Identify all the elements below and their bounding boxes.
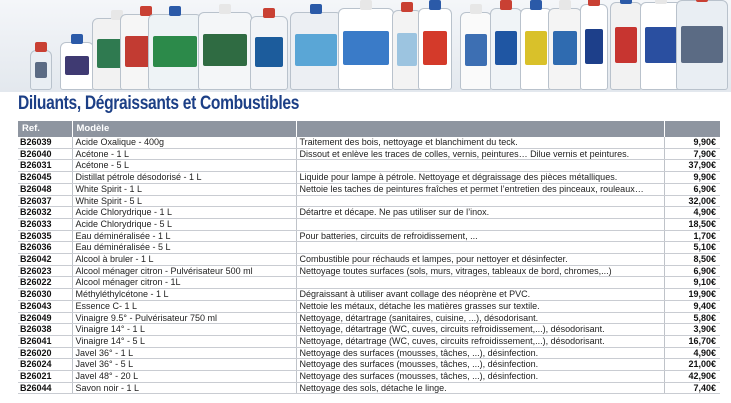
cell-ref: B26039	[18, 137, 72, 148]
cell-description: Dissout et enlève les traces de colles, vernis, peintures… Dilue vernis et peintures.	[296, 148, 664, 160]
bottle-cap	[71, 34, 83, 44]
cell-price: 37,90€	[664, 160, 720, 172]
cell-model: Javel 48° - 20 L	[72, 371, 296, 383]
bottle-label	[153, 36, 197, 67]
bottle-label	[255, 37, 283, 67]
header-ref: Ref.	[18, 121, 72, 137]
cell-price: 6,90€	[664, 183, 720, 195]
cell-price: 6,90€	[664, 265, 720, 277]
bottle-cap	[169, 6, 181, 16]
cell-ref: B26020	[18, 347, 72, 359]
cell-model: Alcool ménager citron - Pulvérisateur 500 ml	[72, 265, 296, 277]
cell-model: Eau déminéralisée - 1 L	[72, 230, 296, 242]
table-row	[18, 359, 720, 371]
bottle-label	[35, 62, 47, 78]
cell-ref: B26031	[18, 160, 72, 172]
cell-ref: B26043	[18, 300, 72, 312]
product-photo-banner	[0, 0, 731, 92]
table-row	[18, 289, 720, 301]
product-bottle-image	[490, 8, 522, 90]
cell-description	[296, 277, 664, 289]
cell-description: Nettoyage, détartrage (sanitaires, cuisine, ...), désodorisant.	[296, 312, 664, 324]
cell-price: 9,40€	[664, 300, 720, 312]
cell-model: White Spirit - 1 L	[72, 183, 296, 195]
cell-description: Nettoie les métaux, détache les matières grasses sur textile.	[296, 300, 664, 312]
cell-description: Nettoyage des surfaces (mousses, tâches, ...), désinfection.	[296, 347, 664, 359]
cell-price: 19,90€	[664, 289, 720, 301]
cell-ref: B26040	[18, 148, 72, 160]
cell-description: Nettoyage des sols, détache le linge.	[296, 382, 664, 394]
cell-description: Nettoyage des surfaces (mousses, tâches, ...), désinfection.	[296, 359, 664, 371]
table-row	[18, 371, 720, 383]
bottle-cap	[559, 0, 571, 10]
table-header-row	[18, 121, 720, 137]
cell-model: Acétone - 1 L	[72, 148, 296, 160]
bottle-cap	[470, 4, 482, 14]
bottle-cap	[696, 0, 708, 2]
cell-model: Alcool ménager citron - 1L	[72, 277, 296, 289]
cell-model: Vinaigre 9.5° - Pulvérisateur 750 ml	[72, 312, 296, 324]
bottle-cap	[310, 4, 322, 14]
cell-description: Nettoyage, détartrage (WC, cuves, circuits refroidissement,...), désodorisant.	[296, 335, 664, 347]
table-row	[18, 300, 720, 312]
cell-ref: B26024	[18, 359, 72, 371]
header-model: Modèle	[72, 121, 296, 137]
cell-price: 5,10€	[664, 242, 720, 254]
cell-model: Eau déminéralisée - 5 L	[72, 242, 296, 254]
bottle-cap	[219, 4, 231, 14]
bottle-label	[465, 34, 487, 66]
cell-price: 9,90€	[664, 137, 720, 148]
table-row	[18, 230, 720, 242]
bottle-cap	[360, 0, 372, 10]
cell-model: Essence C- 1 L	[72, 300, 296, 312]
cell-price: 3,90€	[664, 324, 720, 336]
bottle-label	[203, 34, 247, 66]
bottle-cap	[263, 8, 275, 18]
cell-description: Combustible pour réchauds et lampes, pour nettoyer et désinfecter.	[296, 254, 664, 266]
cell-ref: B26023	[18, 265, 72, 277]
cell-model: Méthyléthylcétone - 1 L	[72, 289, 296, 301]
table-row	[18, 137, 720, 148]
cell-price: 21,00€	[664, 359, 720, 371]
cell-ref: B26035	[18, 230, 72, 242]
bottle-cap	[401, 2, 413, 12]
table-row	[18, 148, 720, 160]
table-row	[18, 382, 720, 394]
cell-ref: B26037	[18, 195, 72, 207]
cell-price: 4,90€	[664, 347, 720, 359]
cell-price: 4,90€	[664, 207, 720, 219]
cell-ref: B26048	[18, 183, 72, 195]
cell-description: Nettoyage toutes surfaces (sols, murs, vitrages, tableaux de bord, chromes,...)	[296, 265, 664, 277]
cell-price: 9,90€	[664, 172, 720, 184]
product-bottle-image	[548, 8, 582, 90]
cell-price: 8,50€	[664, 254, 720, 266]
table-row	[18, 160, 720, 172]
cell-model: Acétone - 5 L	[72, 160, 296, 172]
cell-description: Liquide pour lampe à pétrole. Nettoyage et dégraissage des pièces métalliques.	[296, 172, 664, 184]
header-description	[296, 121, 664, 137]
bottle-label	[65, 56, 89, 75]
product-bottle-image	[610, 2, 642, 90]
table-row	[18, 265, 720, 277]
bottle-cap	[530, 0, 542, 10]
table-row	[18, 347, 720, 359]
product-bottle-image	[676, 0, 728, 90]
cell-ref: B26022	[18, 277, 72, 289]
bottle-label	[615, 27, 637, 63]
table-row	[18, 172, 720, 184]
cell-description: Nettoyage des surfaces (mousses, tâches, ...), désinfection.	[296, 371, 664, 383]
cell-description: Détartre et décape. Ne pas utiliser sur de l’inox.	[296, 207, 664, 219]
product-bottle-image	[30, 50, 52, 90]
cell-model: Acide Oxalique - 400g	[72, 137, 296, 148]
bottle-label	[495, 31, 517, 65]
cell-price: 18,50€	[664, 218, 720, 230]
cell-model: Acide Chlorydrique - 5 L	[72, 218, 296, 230]
bottle-label	[423, 31, 447, 65]
cell-price: 42,90€	[664, 371, 720, 383]
cell-ref: B26036	[18, 242, 72, 254]
cell-description: Dégraissant à utiliser avant collage des néoprène et PVC.	[296, 289, 664, 301]
bottle-label	[343, 31, 389, 65]
table-row	[18, 183, 720, 195]
cell-price: 9,10€	[664, 277, 720, 289]
bottle-label	[525, 31, 547, 65]
cell-ref: B26041	[18, 335, 72, 347]
bottle-label	[681, 26, 723, 63]
product-bottle-image	[418, 8, 452, 90]
cell-ref: B26032	[18, 207, 72, 219]
cell-ref: B26021	[18, 371, 72, 383]
bottle-label	[397, 33, 417, 66]
cell-description: Traitement des bois, nettoyage et blanchiment du teck.	[296, 137, 664, 148]
cell-ref: B26038	[18, 324, 72, 336]
cell-price: 7,90€	[664, 148, 720, 160]
cell-model: Javel 36° - 5 L	[72, 359, 296, 371]
section-title: Diluants, Dégraissants et Combustibles	[18, 93, 300, 114]
bottle-label	[585, 29, 603, 64]
table-row	[18, 207, 720, 219]
bottle-label	[645, 27, 677, 63]
product-bottle-image	[580, 4, 608, 90]
product-bottle-image	[290, 12, 342, 90]
cell-description: Pour batteries, circuits de refroidissement, ...	[296, 230, 664, 242]
table-row	[18, 242, 720, 254]
cell-model: Javel 36° - 1 L	[72, 347, 296, 359]
bottle-cap	[620, 0, 632, 4]
cell-description: Nettoie les taches de peintures fraîches et permet l’entretien des pinceaux, rouleaux…	[296, 183, 664, 195]
cell-ref: B26030	[18, 289, 72, 301]
bottle-cap	[655, 0, 667, 4]
cell-model: Acide Chlorydrique - 1 L	[72, 207, 296, 219]
cell-model: Alcool à bruler - 1 L	[72, 254, 296, 266]
product-bottle-image	[60, 42, 94, 90]
cell-model: Savon noir - 1 L	[72, 382, 296, 394]
cell-description	[296, 218, 664, 230]
table-row	[18, 195, 720, 207]
product-bottle-image	[460, 12, 492, 90]
header-price	[664, 121, 720, 137]
cell-description: Nettoyage, détartrage (WC, cuves, circuits refroidissement,...), désodorisant.	[296, 324, 664, 336]
table-row	[18, 312, 720, 324]
bottle-label	[295, 34, 337, 66]
cell-model: White Spirit - 5 L	[72, 195, 296, 207]
cell-ref: B26044	[18, 382, 72, 394]
cell-ref: B26045	[18, 172, 72, 184]
cell-price: 5,80€	[664, 312, 720, 324]
cell-description	[296, 160, 664, 172]
cell-description	[296, 242, 664, 254]
bottle-cap	[429, 0, 441, 10]
bottle-cap	[500, 0, 512, 10]
product-bottle-image	[148, 14, 202, 90]
cell-description	[296, 195, 664, 207]
cell-ref: B26042	[18, 254, 72, 266]
cell-price: 1,70€	[664, 230, 720, 242]
table-row	[18, 254, 720, 266]
cell-price: 16,70€	[664, 335, 720, 347]
bottle-label	[553, 31, 577, 65]
table-row	[18, 335, 720, 347]
cell-ref: B26033	[18, 218, 72, 230]
product-table	[18, 121, 720, 394]
product-bottle-image	[250, 16, 288, 90]
cell-model: Distillat pétrole désodorisé - 1 L	[72, 172, 296, 184]
bottle-cap	[35, 42, 47, 52]
cell-model: Vinaigre 14° - 5 L	[72, 335, 296, 347]
product-bottle-image	[198, 12, 252, 90]
table-row	[18, 324, 720, 336]
bottle-cap	[588, 0, 600, 6]
cell-price: 32,00€	[664, 195, 720, 207]
cell-ref: B26049	[18, 312, 72, 324]
table-row	[18, 218, 720, 230]
product-bottle-image	[338, 8, 394, 90]
cell-price: 7,40€	[664, 382, 720, 394]
table-row	[18, 277, 720, 289]
cell-model: Vinaigre 14° - 1 L	[72, 324, 296, 336]
